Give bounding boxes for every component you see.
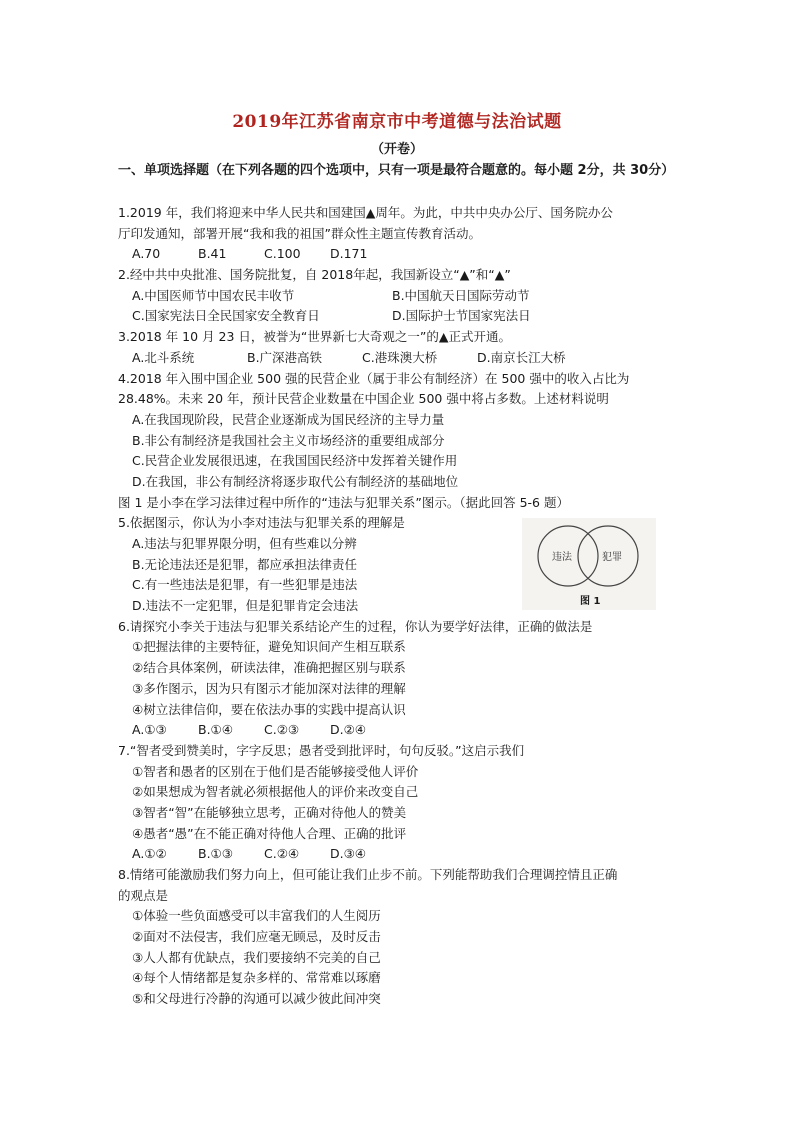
q3-stem: 3.2018 年 10 月 23 日，被誉为“世界新七大奇观之一”的▲正式开通。 xyxy=(118,329,511,345)
q2-stem: 2.经中共中央批准、国务院批复，自 2018年起，我国新设立“▲”和“▲” xyxy=(118,267,511,283)
venn-label-crime: 犯罪 xyxy=(602,552,622,563)
q4-line1: 4.2018 年入围中国企业 500 强的民营企业（属于非公有制经济）在 500 强中的收入占比为 xyxy=(118,370,630,386)
q1-line1: 1.2019 年，我们将迎来中华人民共和国建国▲周年。为此，中共中央办公厅、国务院办公 xyxy=(118,205,613,220)
figure-caption: 图 1 xyxy=(580,596,601,607)
q1-line2: 厅印发通知，部署开展“我和我的祖国”群众性主题宣传教育活动。 xyxy=(118,225,481,241)
q8-line1: 8.情绪可能激励我们努力向上，但可能让我们止步不前。下列能帮助我们合理调控情且正确 xyxy=(118,867,618,882)
q7-opt-a: A.①② xyxy=(132,846,167,862)
section-heading: 一、单项选择题（在下列各题的四个选项中，只有一项是最符合题意的。每小题 2分，共 30分） xyxy=(118,163,675,178)
q7-item-4: ④愚者“愚”在不能正确对待他人合理、正确的批评 xyxy=(132,825,407,841)
q5-opt-a: A.违法与犯罪界限分明，但有些难以分辨 xyxy=(132,536,357,551)
q4-line2: 28.48%。未来 20 年，预计民营企业数量在中国企业 500 强中将占多数。上述材料说明 xyxy=(118,391,609,407)
q8-item-3: ③人人都有优缺点，我们要接纳不完美的自己 xyxy=(132,949,381,965)
q8-item-4: ④每个人情绪都是复杂多样的、常常难以琢磨 xyxy=(132,970,381,986)
q7-item-1: ①智者和愚者的区别在于他们是否能够接受他人评价 xyxy=(132,763,419,779)
q1-opt-b: B.41 xyxy=(198,246,227,262)
q6-opt-b: B.①④ xyxy=(198,722,233,738)
q6-item-4: ④树立法律信仰，要在依法办事的实践中提高认识 xyxy=(132,701,406,717)
venn-label-illegal: 违法 xyxy=(552,552,572,563)
q6-item-3: ③多作图示，因为只有图示才能加深对法律的理解 xyxy=(132,680,406,696)
q7-opt-c: C.②④ xyxy=(264,846,300,862)
page-title: 2019年江苏省南京市中考道德与法治试题 xyxy=(232,112,562,132)
q3-opt-b: B.广深港高铁 xyxy=(247,349,323,365)
q6-item-2: ②结合具体案例，研读法律，准确把握区别与联系 xyxy=(132,660,406,676)
q6-opt-c: C.②③ xyxy=(264,722,300,738)
q2-options-row2 xyxy=(118,306,678,327)
q4-opt-b: B.非公有制经济是我国社会主义市场经济的重要组成部分 xyxy=(132,432,445,448)
q2-opt-c: C.国家宪法日全民国家安全教育日 xyxy=(132,308,320,324)
q7-opt-b: B.①③ xyxy=(198,846,233,862)
q4-opt-c: C.民营企业发展很迅速，在我国国民经济中发挥着关键作用 xyxy=(132,453,458,469)
q2-options-row1 xyxy=(118,286,678,307)
q2-opt-b: B.中国航天日国际劳动节 xyxy=(392,287,530,303)
q1-opt-d: D.171 xyxy=(330,246,368,262)
q1-options xyxy=(118,244,678,265)
q5-opt-d: D.违法不一定犯罪，但是犯罪肯定会违法 xyxy=(132,598,359,614)
q1-opt-a: A.70 xyxy=(132,246,161,262)
q6-opt-a: A.①③ xyxy=(132,722,167,738)
figure-note: 图 1 是小李在学习法律过程中所作的“违法与犯罪关系”图示。（据此回答 5-6 题） xyxy=(118,494,569,510)
q8-line2: 的观点是 xyxy=(118,887,169,903)
q7-options xyxy=(118,844,678,865)
q2-opt-a: A.中国医师节中国农民丰收节 xyxy=(132,287,295,303)
q6-item-1: ①把握法律的主要特征，避免知识间产生相互联系 xyxy=(132,639,406,655)
q4-opt-d: D.在我国，非公有制经济将逐步取代公有制经济的基础地位 xyxy=(132,473,459,489)
q7-item-2: ②如果想成为智者就必须根据他人的评价来改变自己 xyxy=(132,784,419,800)
q6-stem: 6.请探究小李关于违法与犯罪关系结论产生的过程，你认为要学好法律，正确的做法是 xyxy=(118,618,593,634)
q3-options xyxy=(118,348,678,369)
page-subtitle: （开卷） xyxy=(370,142,423,157)
q8-item-1: ①体验一些负面感受可以丰富我们的人生阅历 xyxy=(132,908,381,924)
q6-opt-d: D.②④ xyxy=(330,722,367,738)
q7-item-3: ③智者“智”在能够独立思考，正确对待他人的赞美 xyxy=(132,804,407,820)
q2-opt-d: D.国际护士节国家宪法日 xyxy=(392,308,531,324)
q6-options xyxy=(118,720,678,741)
q5-stem: 5.依据图示，你认为小李对违法与犯罪关系的理解是 xyxy=(118,515,405,531)
q8-item-5: ⑤和父母进行冷静的沟通可以减少彼此间冲突 xyxy=(132,991,381,1007)
q5-opt-c: C.有一些违法是犯罪，有一些犯罪是违法 xyxy=(132,577,358,593)
q8-item-2: ②面对不法侵害，我们应毫无顾忌，及时反击 xyxy=(132,929,381,945)
q1-opt-c: C.100 xyxy=(264,246,301,262)
q5-opt-b: B.无论违法还是犯罪，都应承担法律责任 xyxy=(132,556,358,572)
q3-opt-c: C.港珠澳大桥 xyxy=(362,349,438,365)
q7-stem: 7.“智者受到赞美时，字字反思；愚者受到批评时，句句反驳。”这启示我们 xyxy=(118,742,525,758)
q4-opt-a: A.在我国现阶段，民营企业逐渐成为国民经济的主导力量 xyxy=(132,411,445,427)
q3-opt-d: D.南京长江大桥 xyxy=(477,349,566,365)
q7-opt-d: D.③④ xyxy=(330,846,367,862)
q3-opt-a: A.北斗系统 xyxy=(132,349,195,365)
